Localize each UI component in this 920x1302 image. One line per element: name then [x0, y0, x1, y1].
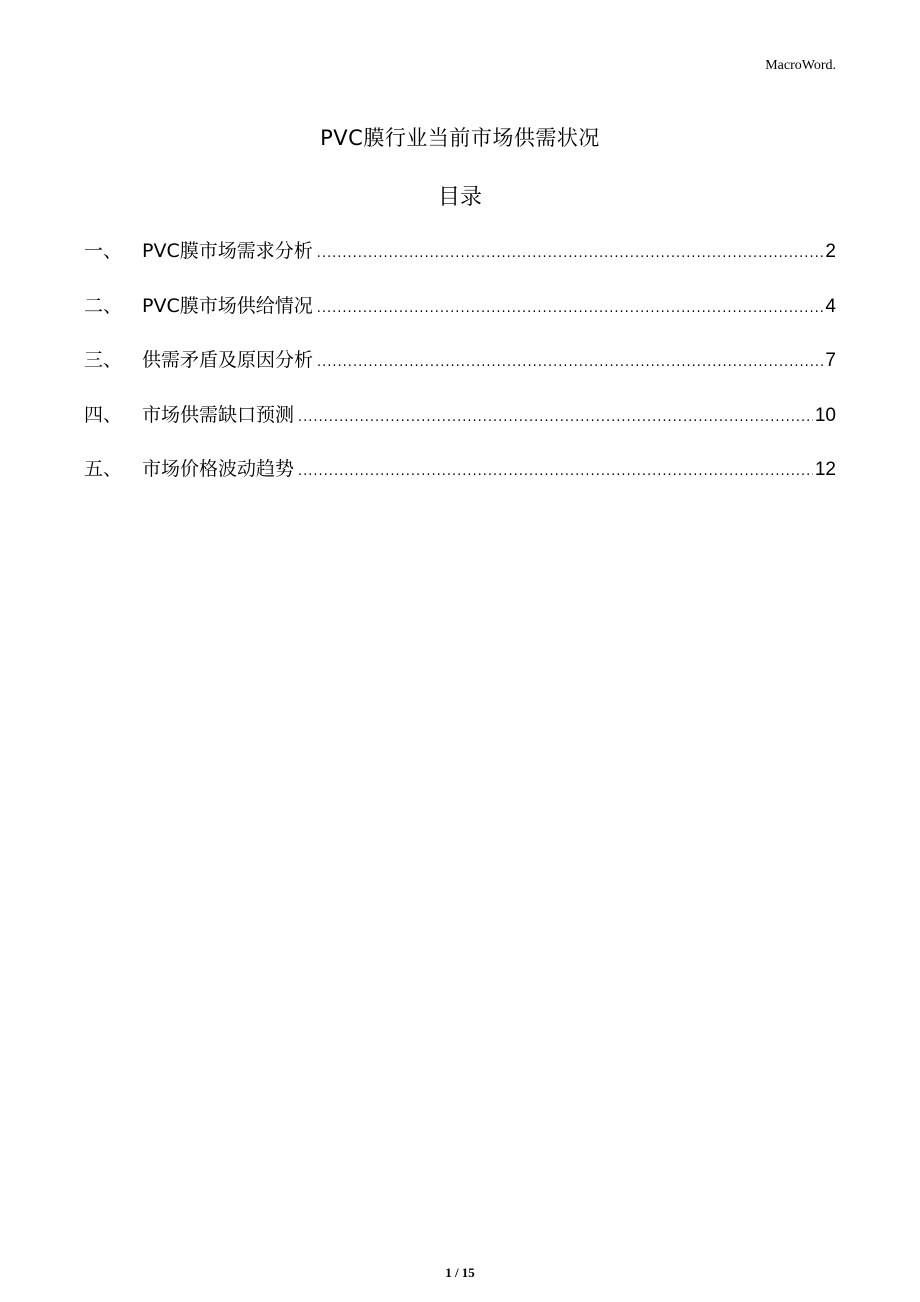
toc-entry-number: 二、 [84, 294, 123, 317]
table-of-contents [84, 232, 836, 505]
toc-entry-title: 市场价格波动趋势 [142, 458, 295, 480]
toc-entry-page: 4 [825, 295, 836, 317]
toc-heading: 目录 [437, 185, 482, 210]
toc-entry-5[interactable] [84, 450, 836, 505]
toc-entry-2[interactable] [84, 287, 836, 342]
toc-entry-page: 2 [825, 241, 836, 262]
toc-entry-number: 四、 [84, 403, 123, 426]
toc-entry-number: 三、 [84, 349, 123, 371]
toc-entry-page: 12 [814, 459, 836, 480]
page-indicator: 1 / 15 [445, 1265, 475, 1280]
toc-leader-dots [317, 344, 823, 382]
toc-entry-page: 7 [825, 350, 836, 371]
toc-entry-number: 五、 [84, 458, 123, 480]
toc-entry-title: 供需矛盾及原因分析 [142, 349, 314, 371]
toc-leader-dots [298, 453, 813, 491]
toc-entry-title: PVC膜市场需求分析 [142, 240, 313, 262]
toc-entry-4[interactable] [84, 396, 836, 451]
toc-entry-1[interactable] [84, 232, 836, 287]
toc-entry-title: 市场供需缺口预测 [142, 403, 295, 426]
toc-entry-title: PVC膜市场供给情况 [142, 294, 313, 317]
document-title: PVC膜行业当前市场供需状况 [320, 126, 600, 150]
toc-leader-dots [317, 290, 824, 328]
toc-entry-page: 10 [814, 404, 836, 426]
toc-leader-dots [317, 235, 824, 273]
toc-entry-number: 一、 [84, 240, 123, 262]
toc-entry-3[interactable] [84, 341, 836, 396]
header-brand: MacroWord. [765, 58, 836, 73]
toc-leader-dots [298, 399, 813, 437]
